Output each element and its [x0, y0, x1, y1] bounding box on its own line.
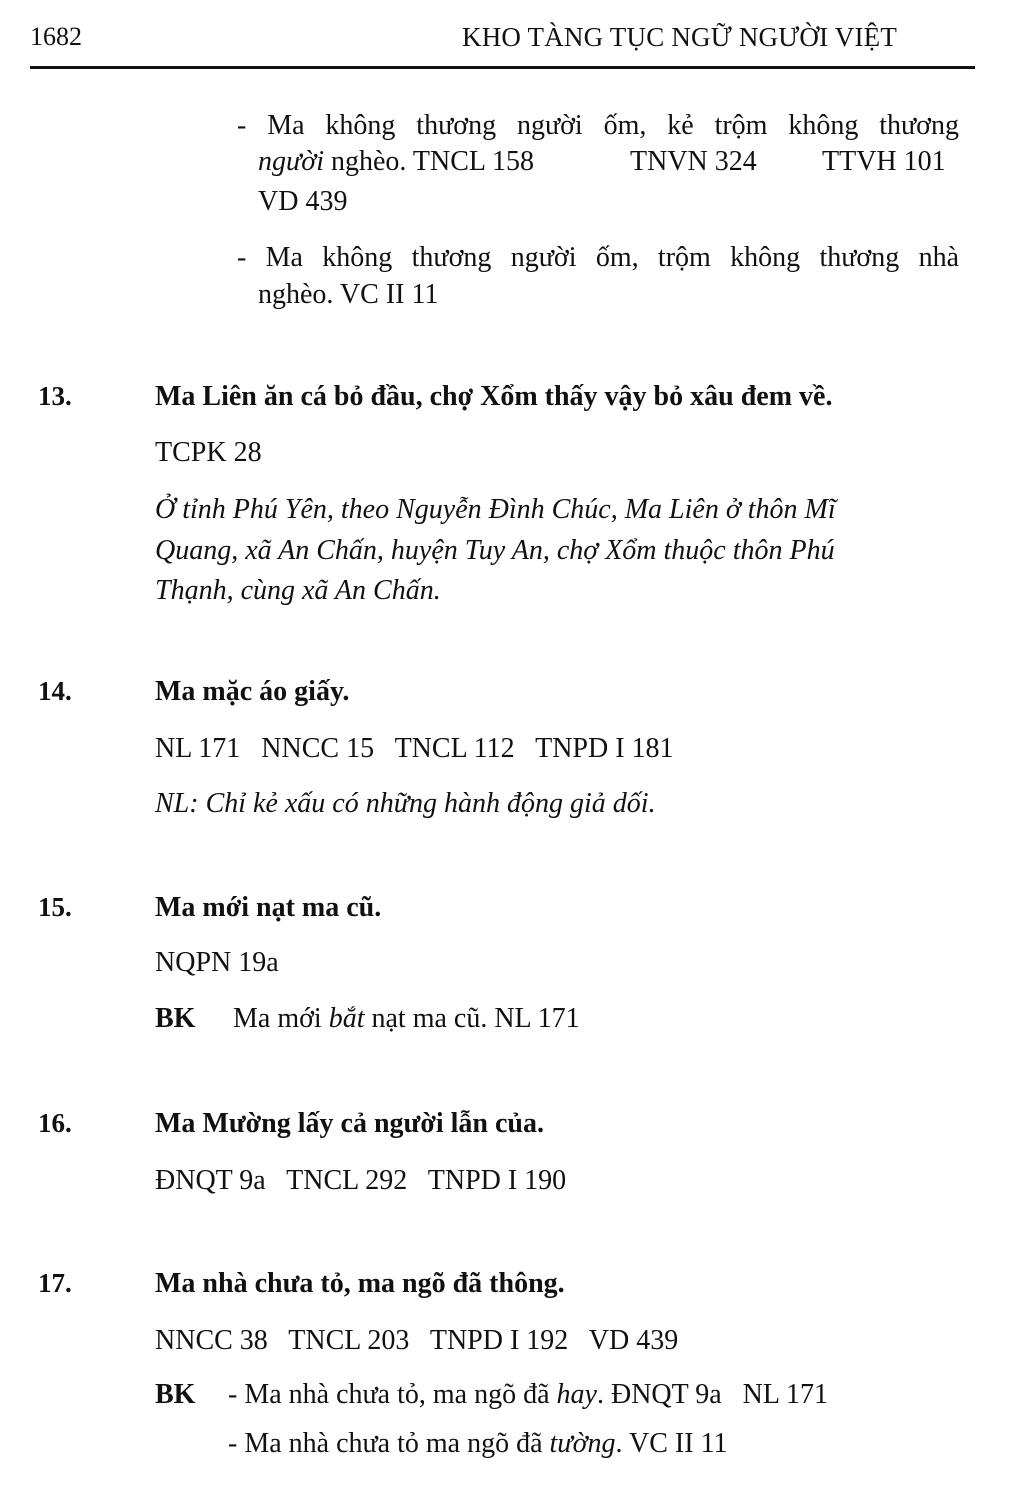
variant-12a-ref-ttvh: TTVH 101	[822, 146, 946, 177]
entry-17-proverb: Ma nhà chưa tỏ, ma ngõ đã thông.	[155, 1268, 565, 1299]
entry-13-note-line3: Thạnh, cùng xã An Chấn.	[155, 575, 441, 606]
entry-17-bk1-pre: - Ma nhà chưa tỏ, ma ngõ đã	[228, 1379, 557, 1410]
entry-17-bk-line2	[228, 1428, 728, 1460]
entry-17-bk2-post: . VC II 11	[615, 1428, 728, 1459]
entry-13-number: 13.	[38, 381, 72, 411]
entry-13-sources: TCPK 28	[155, 437, 262, 468]
variant-12a-line1: - Ma không thương người ốm, kẻ trộm không thương	[237, 110, 959, 141]
variant-12a-line3: VD 439	[258, 186, 348, 217]
variant-12a-italic: người	[258, 146, 324, 177]
entry-13-proverb: Ma Liên ăn cá bỏ đầu, chợ Xổm thấy vậy bỏ xâu đem về.	[155, 381, 833, 412]
entry-17-bk-label: BK	[155, 1379, 196, 1410]
entry-13-note-line1: Ở tỉnh Phú Yên, theo Nguyễn Đình Chúc, Ma Liên ở thôn Mĩ	[155, 494, 836, 525]
entry-17-bk1-post: . ĐNQT 9a NL 171	[596, 1379, 828, 1410]
entry-14-sources: NL 171 NNCC 15 TNCL 112 TNPD I 181	[155, 733, 674, 764]
entry-13-note-line2: Quang, xã An Chấn, huyện Tuy An, chợ Xổm thuộc thôn Phú	[155, 535, 835, 566]
entry-17-bk2-pre: - Ma nhà chưa tỏ ma ngõ đã	[228, 1428, 550, 1459]
entry-17-bk1-italic: hay	[556, 1379, 597, 1410]
entry-17-bk-line1	[228, 1379, 828, 1411]
variant-12a-line2	[258, 146, 970, 178]
entry-17-number: 17.	[38, 1268, 72, 1298]
entry-15-bk-italic: bắt	[328, 1003, 365, 1034]
variant-12b-line2: nghèo. VC II 11	[258, 279, 439, 310]
variant-12a-text: nghèo. TNCL 158	[324, 146, 534, 177]
entry-15-bk-post: nạt ma cũ. NL 171	[364, 1003, 580, 1034]
entry-14-number: 14.	[38, 676, 72, 706]
entry-15-bk-text	[233, 1003, 580, 1035]
entry-15-bk-label: BK	[155, 1003, 196, 1034]
entry-17-bk2-italic: tường	[549, 1428, 616, 1459]
entry-16-proverb: Ma Mường lấy cả người lẫn của.	[155, 1108, 544, 1139]
entry-15-bk-pre: Ma mới	[233, 1003, 329, 1034]
entry-16-number: 16.	[38, 1108, 72, 1138]
entry-17-sources: NNCC 38 TNCL 203 TNPD I 192 VD 439	[155, 1325, 679, 1356]
entry-16-sources: ĐNQT 9a TNCL 292 TNPD I 190	[155, 1165, 567, 1196]
entry-14-note: NL: Chỉ kẻ xấu có những hành động giả dối.	[155, 788, 656, 819]
entry-15-proverb: Ma mới nạt ma cũ.	[155, 892, 382, 923]
book-title: KHO TÀNG TỤC NGỮ NGƯỜI VIỆT	[462, 22, 898, 52]
page-number: 1682	[30, 22, 82, 51]
entry-14-proverb: Ma mặc áo giấy.	[155, 676, 350, 707]
variant-12a-ref-tnvn: TNVN 324	[630, 146, 757, 177]
variant-12b-line1: - Ma không thương người ốm, trộm không thương nhà	[237, 242, 959, 273]
entry-15-sources: NQPN 19a	[155, 947, 279, 978]
header-rule	[30, 66, 975, 69]
entry-15-number: 15.	[38, 892, 72, 922]
